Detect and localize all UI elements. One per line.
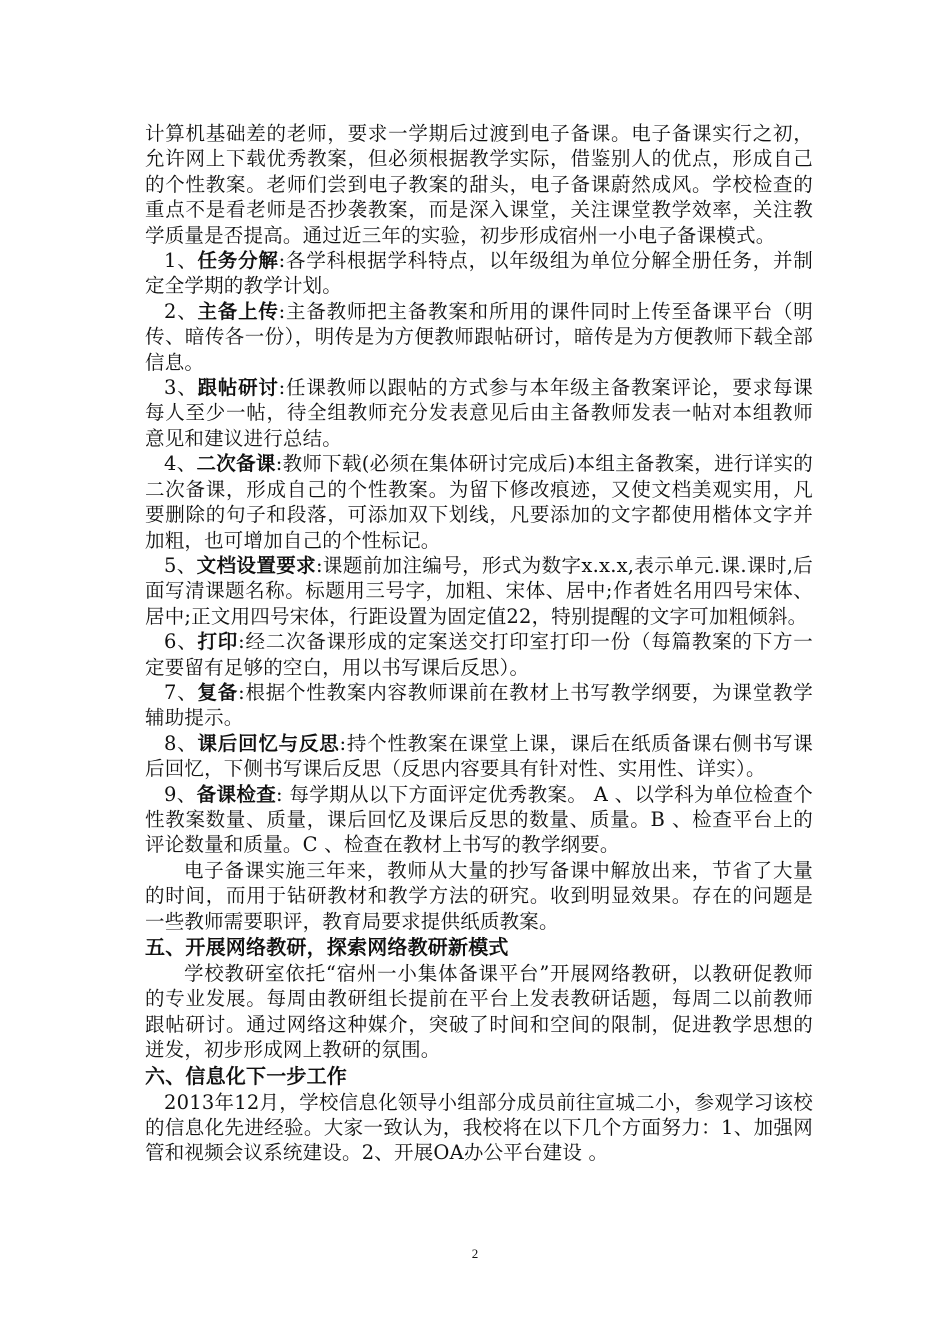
item-separator: :: [278, 299, 286, 323]
item-label: 课后回忆与反思: [197, 731, 340, 755]
item-separator: :: [339, 731, 347, 755]
summary-paragraph: 电子备课实施三年来，教师从大量的抄写备课中解放出来，节省了大量的时间，而用于钻研教材和教学方法的研究。收到明显效果。存在的问题是一些教师需要职评，教育局要求提供纸质教案。: [145, 858, 813, 933]
item-number: 8、: [164, 731, 198, 755]
item-text: 课题前加注编号，形式为数字x.x.x,表示单元.课.课时,后面写清课题名称。标题用三号字，加粗、宋体、居中;作者姓名用四号宋体、居中;正文用四号宋体，行距设置为固定值22，特别提醒的文字可加粗倾斜。: [145, 553, 813, 628]
item-list: [145, 248, 813, 858]
item-text: 经二次备课形成的定案送交打印室打印一份（每篇教案的下方一定要留有足够的空白，用以书写课后反思）。: [145, 630, 814, 679]
item-label: 备课检查: [196, 782, 277, 806]
item-separator: :: [238, 680, 245, 704]
item-text: 各学科根据学科特点，以年级组为单位分解全册任务，并制定全学期的教学计划。: [145, 249, 814, 298]
item-label: 主备上传: [197, 299, 279, 323]
item-label: 复备: [197, 680, 239, 704]
list-item: [145, 248, 813, 299]
document-body: [145, 121, 813, 1166]
item-label: 任务分解: [197, 249, 279, 273]
list-item: [145, 680, 813, 731]
item-separator: :: [278, 249, 286, 273]
item-number: 2、: [164, 299, 198, 323]
intro-paragraph: 计算机基础差的老师，要求一学期后过渡到电子备课。电子备课实行之初，允许网上下载优秀教案，但必须根据教学实际，借鉴别人的优点，形成自己的个性教案。老师们尝到电子教案的甜头，电子备课蔚然成风。学校检查的重点不是看老师是否抄袭教案，而是深入课堂，关注课堂教学效率，关注教学质量是否提高。通过近三年的实验，初步形成宿州一小电子备课模式。: [145, 122, 813, 247]
list-item: [145, 731, 813, 782]
page-number: 2: [471, 1246, 479, 1261]
item-text: 任课教师以跟帖的方式参与本年级主备教案评论，要求每课每人至少一帖，待全组教师充分发表意见后由主备教师发表一帖对本组教师意见和建议进行总结。: [145, 376, 814, 450]
list-item: [145, 782, 813, 858]
item-label: 打印: [197, 630, 239, 654]
item-label: 文档设置要求: [196, 553, 316, 577]
list-item: [145, 629, 813, 680]
list-item: [145, 553, 813, 629]
section-5-body: 学校教研室依托“宿州一小集体备课平台”开展网络教研，以教研促教师的专业发展。每周由教研组长提前在平台上发表教研话题，每周二以前教师跟帖研讨。通过网络这种媒介，突破了时间和空间的限制，促进教学思想的迸发，初步形成网上教研的氛围。: [145, 962, 813, 1062]
section-6-body: 2013年12月，学校信息化领导小组部分成员前往宣城二小，参观学习该校的信息化先进经验。大家一致认为，我校将在以下几个方面努力：1、加强网管和视频会议系统建设。2、开展OA办公平台建设 。: [145, 1090, 813, 1165]
item-number: 7、: [164, 680, 198, 704]
item-label: 跟帖研讨: [197, 376, 279, 400]
item-number: 4、: [164, 452, 197, 476]
list-item: [145, 451, 813, 553]
section-5-heading: 五、开展网络教研，探索网络教研新模式: [145, 935, 509, 959]
list-item: [145, 299, 813, 375]
item-separator: :: [315, 553, 323, 577]
item-number: 6、: [164, 630, 198, 654]
item-number: 5、: [164, 553, 197, 577]
item-text: 教师下载(必须在集体研讨完成后)本组主备教案，进行详实的二次备课，形成自己的个性教案。为留下修改痕迹，又使文档美观实用，凡要删除的句子和段落，可添加双下划线，凡要添加的文字都使用楷体文字并加粗，也可增加自己的个性标记。: [145, 452, 813, 552]
item-separator: :: [278, 376, 286, 400]
item-text: 主备教师把主备教案和所用的课件同时上传至备课平台（明传、暗传各一份），明传是为方便教师跟帖研讨，暗传是为方便教师下载全部信息。: [145, 299, 814, 374]
item-separator: :: [238, 630, 245, 654]
item-number: 1、: [164, 249, 198, 273]
item-text: 根据个性教案内容教师课前在教材上书写教学纲要，为课堂教学辅助提示。: [145, 680, 814, 730]
item-number: 3、: [164, 376, 198, 400]
section-6-heading: 六、信息化下一步工作: [145, 1063, 347, 1088]
item-text: 每学期从以下方面评定优秀教案。 A 、以学科为单位检查个性教案数量、质量，课后回忆及课后反思的数量、质量。B 、检查平台上的评论数量和质量。C 、检查在教材上书写的教学纲要。: [145, 782, 813, 857]
item-label: 二次备课: [196, 452, 276, 476]
item-text: 持个性教案在课堂上课，课后在纸质备课右侧书写课后回忆，下侧书写课后反思（反思内容要具有针对性、实用性、详实）。: [145, 731, 814, 781]
item-separator: :: [276, 782, 283, 806]
item-number: 9、: [164, 782, 197, 806]
list-item: [145, 375, 813, 451]
item-separator: :: [275, 452, 283, 476]
